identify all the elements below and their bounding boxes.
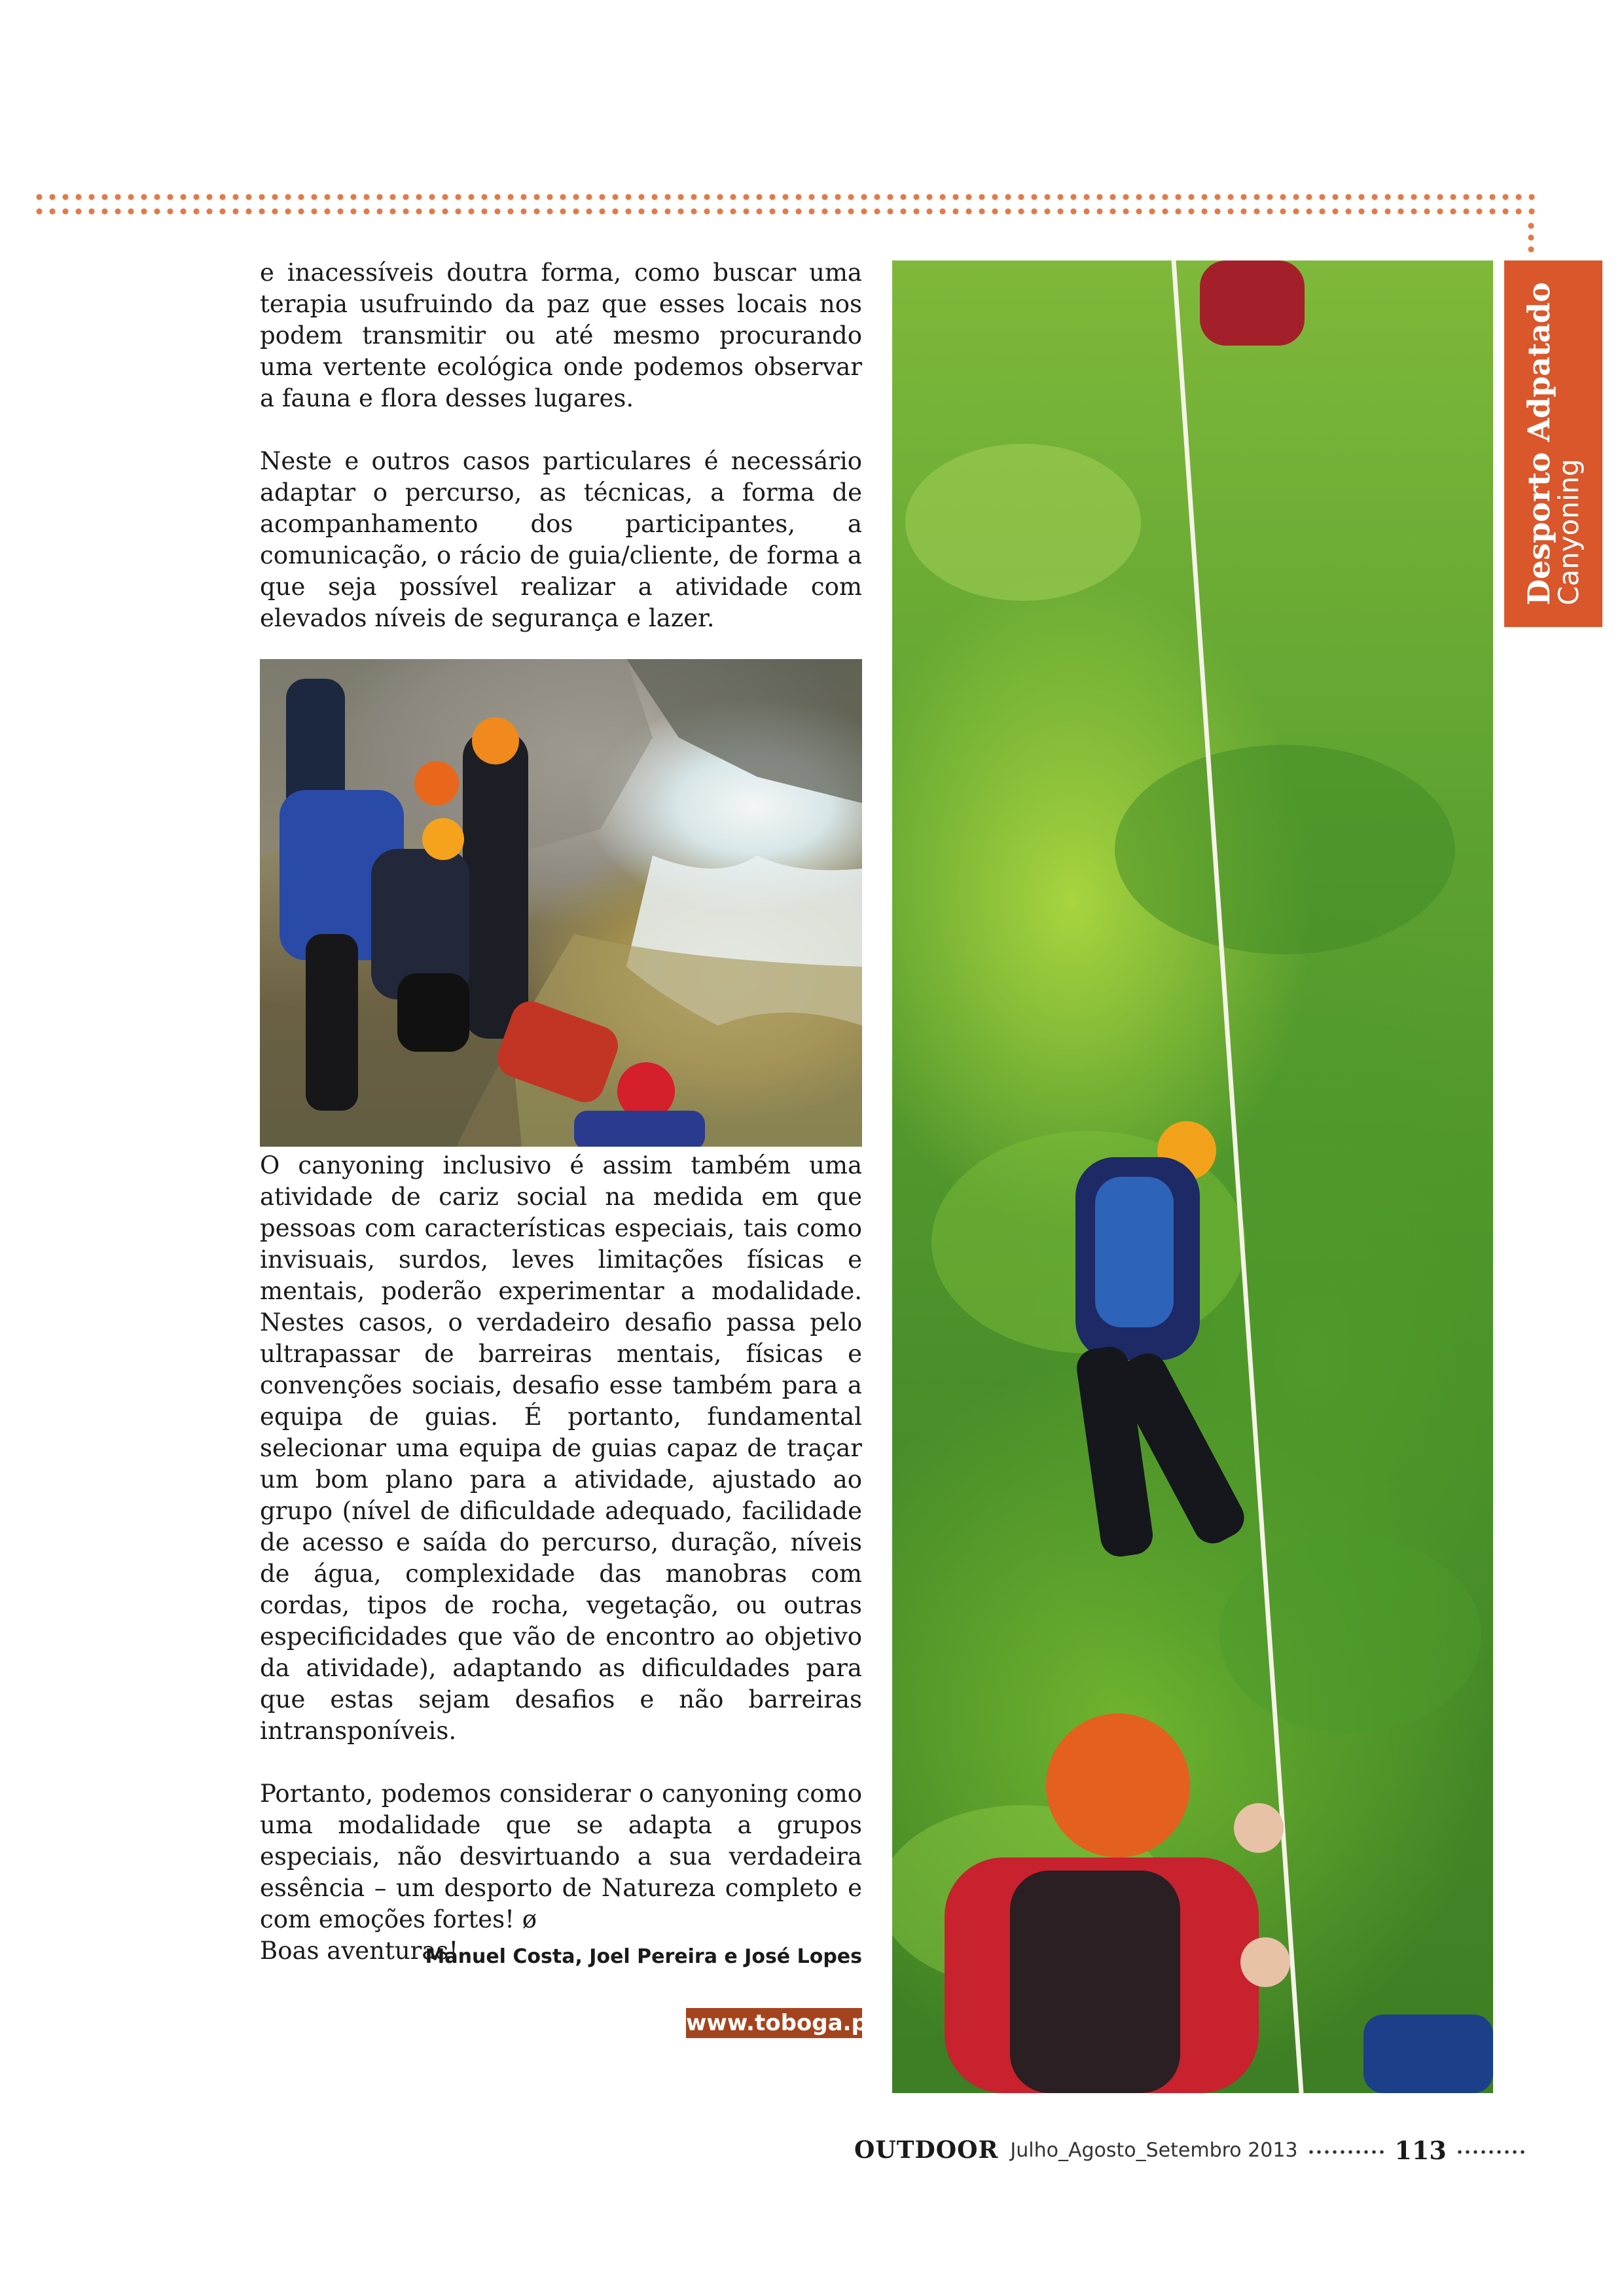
photo-rope-crossing xyxy=(892,260,1493,2093)
section-title: Desporto Adpatado xyxy=(1521,282,1557,605)
section-tab-text xyxy=(1523,282,1583,605)
magazine-name: OUTDOOR xyxy=(854,2136,999,2164)
photo-rope-illustration xyxy=(892,260,1493,2093)
paragraph-2: Neste e outros casos particulares é necessário adaptar o percurso, as técnicas, a forma de acompanhamento dos participantes, a comunicação, o rácio de guia/cliente, de forma a que seja possível realizar a atividade com elevados níveis de segurança e lazer. xyxy=(260,447,862,632)
paragraph-5: Boas aventuras! xyxy=(260,1937,459,1965)
article-column-top xyxy=(260,257,862,666)
article-author: Manuel Costa, Joel Pereira e José Lopes xyxy=(425,1945,862,1968)
paragraph-4: Portanto, podemos considerar o canyoning como uma modalidade que se adapta a grupos especiais, não desvirtuando a sua verdadeira essência – um desporto de Natureza completo e com emoções fortes! ø xyxy=(260,1780,862,1933)
dot-leader-end xyxy=(1456,2149,1528,2155)
photo-group-illustration xyxy=(260,659,862,1147)
section-tab xyxy=(1504,260,1602,627)
page-number: 113 xyxy=(1394,2135,1447,2165)
dot-leader xyxy=(1307,2149,1386,2155)
section-subtitle: Canyoning xyxy=(1553,459,1585,605)
dotted-rule-top xyxy=(33,190,1542,220)
paragraph-1: e inacessíveis doutra forma, como buscar uma terapia usufruindo da paz que esses locais nos podem transmitir ou até mesmo procurando uma vertente ecológica onde podemos observar a fauna e flora desses lugares. xyxy=(260,259,862,412)
page-footer xyxy=(854,2130,1537,2170)
website-link[interactable]: www.toboga.pt xyxy=(686,2008,862,2038)
article-column-bottom xyxy=(260,1150,862,1967)
issue-date: Julho_Agosto_Setembro 2013 xyxy=(1010,2138,1298,2162)
paragraph-3: O canyoning inclusivo é assim também uma atividade de cariz social na medida em que pessoas com características especiais, tais como invisuais, surdos, leves limitações físicas e mentais, poderão experimentar a modalidade. Nestes casos, o verdadeiro desafio passa pelo ultrapassar de barreiras mentais, físicas e convenções sociais, desafio esse também para a equipa de guias. É portanto, fundamental selecionar uma equipa de guias capaz de traçar um bom plano para a atividade, ajustado ao grupo (nível de dificuldade adequado, facilidade de acesso e saída do percurso, duração, níveis de água, complexidade das manobras com cordas, tipos de rocha, vegetação, ou outras especificidades que vão de encontro ao objetivo da atividade), adaptando as dificuldades para que estas sejam desafios e não barreiras intransponíveis. xyxy=(260,1151,862,1745)
photo-group-canyoning xyxy=(260,659,862,1147)
dotted-rule-corner xyxy=(1524,220,1538,255)
